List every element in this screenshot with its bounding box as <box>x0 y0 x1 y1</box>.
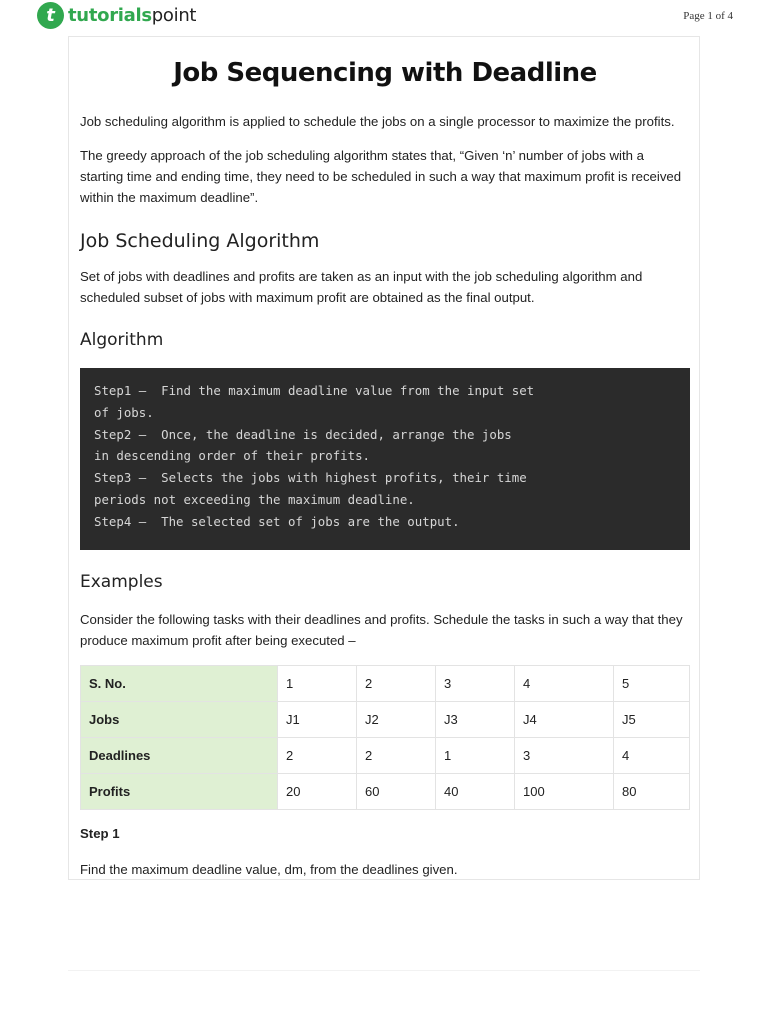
table-cell: 2 <box>357 666 436 702</box>
tutorialspoint-logo[interactable] <box>37 2 196 29</box>
table-cell: 2 <box>357 738 436 774</box>
section-paragraph-line-2: scheduled subset of jobs with maximum profit are obtained as the final output. <box>80 290 535 305</box>
section-paragraph <box>80 266 690 308</box>
algorithm-heading: Algorithm <box>80 330 164 350</box>
code-line: in descending order of their profits. <box>94 448 371 464</box>
code-line: Step3 – Selects the jobs with highest profits, their time <box>94 470 527 486</box>
step-1-text: Find the maximum deadline value, dm, from the deadlines given. <box>80 862 458 877</box>
table-row <box>81 702 690 738</box>
section-heading-job-scheduling: Job Scheduling Algorithm <box>80 230 320 252</box>
table-cell: J2 <box>357 702 436 738</box>
examples-paragraph-line-2: produce maximum profit after being executed – <box>80 633 356 648</box>
intro-paragraph-2-line-2: starting time and ending time, they need to be scheduled in such a way that maximum profit is received <box>80 169 682 184</box>
logo-text-part1: tutorials <box>68 5 152 26</box>
table-cell: 80 <box>614 774 690 810</box>
top-bar <box>0 0 768 34</box>
logo-text <box>68 5 196 26</box>
jobs-table <box>80 665 690 810</box>
row-header: Profits <box>81 774 278 810</box>
intro-paragraph-2-line-3: within the maximum deadline”. <box>80 190 259 205</box>
examples-heading: Examples <box>80 572 163 592</box>
table-cell: 3 <box>515 738 614 774</box>
table-cell: J4 <box>515 702 614 738</box>
code-line: periods not exceeding the maximum deadline. <box>94 491 415 507</box>
code-line: Step2 – Once, the deadline is decided, arrange the jobs <box>94 426 512 442</box>
examples-paragraph-line-1: Consider the following tasks with their deadlines and profits. Schedule the tasks in such a way that they <box>80 612 683 627</box>
intro-paragraph-1: Job scheduling algorithm is applied to schedule the jobs on a single processor to maximize the profits. <box>80 114 675 129</box>
table-cell: J5 <box>614 702 690 738</box>
intro-paragraph-2 <box>80 145 690 208</box>
table-row <box>81 666 690 702</box>
table-row <box>81 774 690 810</box>
step-1-label: Step 1 <box>80 826 120 841</box>
logo-icon: t <box>37 2 64 29</box>
section-paragraph-line-1: Set of jobs with deadlines and profits are taken as an input with the job scheduling algorithm and <box>80 269 643 284</box>
table-cell: 1 <box>436 738 515 774</box>
table-cell: 3 <box>436 666 515 702</box>
table-cell: 100 <box>515 774 614 810</box>
page-indicator: Page 1 of 4 <box>683 10 733 22</box>
code-line: of jobs. <box>94 404 154 420</box>
code-line: Step1 – Find the maximum deadline value from the input set <box>94 383 535 398</box>
row-header: S. No. <box>81 666 278 702</box>
table-row <box>81 738 690 774</box>
intro-paragraph-2-line-1: The greedy approach of the job scheduling algorithm states that, “Given ‘n’ number of jobs with a <box>80 148 644 163</box>
examples-paragraph <box>80 609 690 651</box>
table-cell: J1 <box>278 702 357 738</box>
row-header: Jobs <box>81 702 278 738</box>
table-cell: J3 <box>436 702 515 738</box>
table-cell: 5 <box>614 666 690 702</box>
table-cell: 2 <box>278 738 357 774</box>
page-title: Job Sequencing with Deadline <box>173 58 597 88</box>
table-cell: 4 <box>515 666 614 702</box>
table-cell: 4 <box>614 738 690 774</box>
logo-text-part2: point <box>151 5 197 26</box>
row-header: Deadlines <box>81 738 278 774</box>
article-card <box>68 36 700 880</box>
table-cell: 60 <box>357 774 436 810</box>
table-cell: 1 <box>278 666 357 702</box>
table-cell: 40 <box>436 774 515 810</box>
table-cell: 20 <box>278 774 357 810</box>
code-line: Step4 – The selected set of jobs are the output. <box>94 513 460 529</box>
page-divider <box>68 970 700 971</box>
algorithm-code-block <box>80 368 690 550</box>
